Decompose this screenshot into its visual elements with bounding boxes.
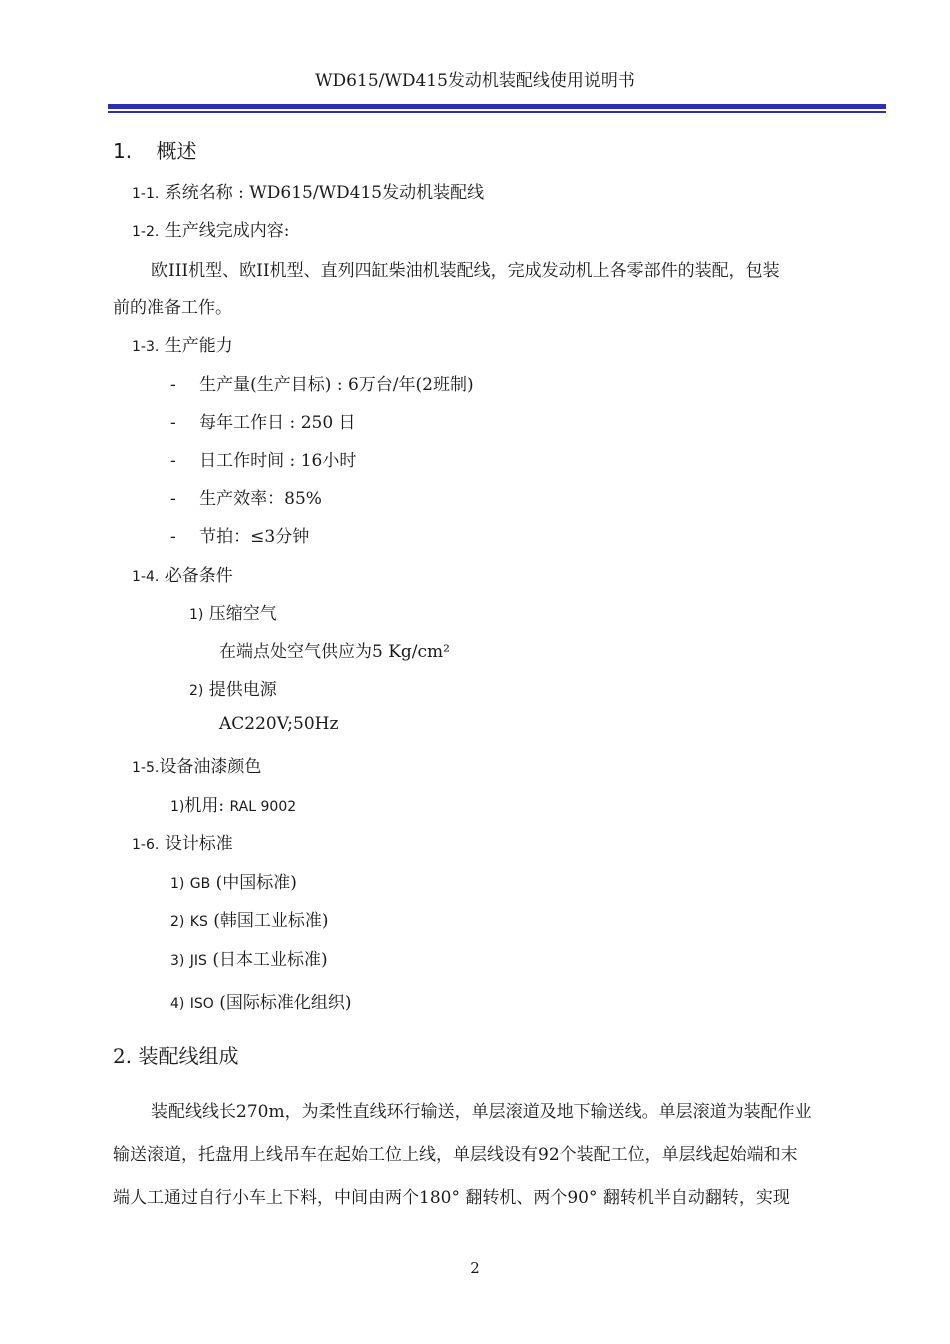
subsection-1-2 — [132, 216, 289, 241]
section-2-para-line-3: 端人工通过自行小车上下料，中间由两个180° 翻转机、两个90° 翻转机半自动翻转，实现 — [113, 1188, 790, 1208]
standard-item-desc: (中国标准) — [215, 873, 297, 893]
standard-item-code: JIS — [189, 953, 207, 969]
requirement-item-2-text: 提供电源 — [208, 680, 277, 700]
subsection-1-5 — [132, 752, 261, 777]
standard-item-number: 2) — [170, 914, 185, 930]
capacity-item-dash: - — [170, 489, 176, 509]
capacity-item-text: 生产效率：85% — [199, 489, 322, 509]
subsection-1-6 — [132, 829, 233, 854]
header-rule-thin — [108, 111, 886, 113]
requirement-item-2 — [189, 675, 277, 700]
subsection-1-2-para-line-1: 欧III机型、欧II机型、直列四缸柴油机装配线，完成发动机上各零部件的装配，包装 — [151, 261, 780, 281]
capacity-item-dash: - — [170, 375, 176, 395]
capacity-item-text: 节拍：≤3分钟 — [199, 527, 310, 547]
subsection-1-1-label: 1-1. — [132, 186, 160, 202]
subsection-1-4-text: 必备条件 — [164, 566, 233, 586]
capacity-item-text: 生产量(生产目标) : 6万台/年(2班制) — [199, 375, 474, 395]
standard-item-number: 3) — [170, 953, 185, 969]
standard-item — [170, 945, 328, 970]
paint-color-item-text: 机用: — [184, 796, 225, 816]
section-1-heading — [113, 135, 196, 164]
standard-item-code: ISO — [189, 996, 214, 1012]
section-2-heading: 2. 装配线组成 — [113, 1044, 239, 1068]
capacity-item — [170, 484, 322, 509]
page-number: 2 — [470, 1259, 480, 1277]
subsection-1-6-text: 设计标准 — [164, 834, 233, 854]
capacity-item-text: 每年工作日 : 250 日 — [199, 413, 356, 433]
capacity-item — [170, 446, 356, 471]
capacity-item-dash: - — [170, 413, 176, 433]
capacity-item-dash: - — [170, 451, 176, 471]
requirement-item-2-detail: AC220V;50Hz — [219, 714, 339, 734]
standard-item-code: GB — [189, 876, 211, 892]
standard-item-desc: (国际标准化组织) — [219, 993, 352, 1013]
capacity-item — [170, 408, 356, 433]
standard-item-number: 4) — [170, 996, 185, 1012]
subsection-1-2-para-line-2: 前的准备工作。 — [113, 298, 232, 318]
requirement-item-1-number: 1) — [189, 607, 204, 623]
standard-item — [170, 988, 352, 1013]
section-2-para-line-2: 输送滚道，托盘用上线吊车在起始工位上线，单层线设有92个装配工位，单层线起始端和末 — [113, 1145, 798, 1165]
requirement-item-2-number: 2) — [189, 683, 204, 699]
section-1-number: 1. — [113, 139, 133, 163]
subsection-1-3-text: 生产能力 — [164, 336, 233, 356]
paint-color-item — [170, 791, 296, 816]
standard-item-desc: (韩国工业标准) — [213, 911, 329, 931]
paint-color-item-number: 1) — [170, 799, 185, 815]
subsection-1-1-text: 系统名称 : WD615/WD415发动机装配线 — [164, 183, 485, 203]
subsection-1-3 — [132, 331, 233, 356]
standard-item-code: KS — [189, 914, 208, 930]
header-rule-thick — [108, 104, 886, 109]
subsection-1-6-label: 1-6. — [132, 837, 160, 853]
document-header-title: WD615/WD415发动机装配线使用说明书 — [315, 71, 635, 91]
subsection-1-5-text: 设备油漆颜色 — [159, 757, 262, 777]
standard-item — [170, 906, 329, 931]
subsection-1-4 — [132, 561, 233, 586]
section-2-para-line-1: 装配线线长270m，为柔性直线环行输送，单层滚道及地下输送线。单层滚道为装配作业 — [151, 1102, 812, 1122]
standard-item-number: 1) — [170, 876, 185, 892]
requirement-item-1-text: 压缩空气 — [208, 604, 277, 624]
requirement-item-1 — [189, 599, 277, 624]
subsection-1-1 — [132, 178, 484, 203]
subsection-1-4-label: 1-4. — [132, 569, 160, 585]
standard-item-desc: (日本工业标准) — [212, 950, 328, 970]
capacity-item-dash: - — [170, 527, 176, 547]
section-1-title: 概述 — [156, 139, 197, 163]
capacity-item-text: 日工作时间 : 16小时 — [199, 451, 357, 471]
requirement-item-1-detail: 在端点处空气供应为5 Kg/cm² — [219, 642, 450, 662]
paint-color-item-value: RAL 9002 — [229, 799, 297, 815]
subsection-1-5-label: 1-5. — [132, 760, 160, 776]
subsection-1-3-label: 1-3. — [132, 339, 160, 355]
standard-item — [170, 868, 297, 893]
subsection-1-2-text: 生产线完成内容: — [164, 221, 290, 241]
capacity-item — [170, 522, 309, 547]
capacity-item — [170, 370, 474, 395]
subsection-1-2-label: 1-2. — [132, 224, 160, 240]
